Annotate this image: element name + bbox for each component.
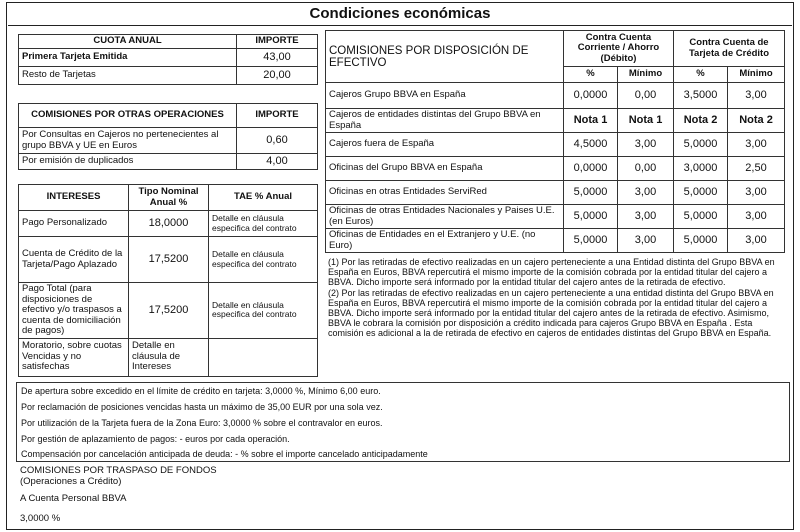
bottom-line: Por gestión de aplazamiento de pagos: - euros por cada operación.	[21, 434, 290, 444]
disposicion-cell: 2,50	[728, 157, 785, 181]
disposicion-cell: 3,00	[618, 133, 674, 157]
tae-header: TAE % Anual	[209, 185, 318, 211]
intereses-row-tipo: Detalle en cláusula de Intereses	[129, 338, 209, 376]
cuota-row-value: 43,00	[237, 49, 318, 67]
intereses-row-label: Moratorio, sobre cuotas Vencidas y no satisfechas	[19, 338, 129, 376]
otras-header: COMISIONES POR OTRAS OPERACIONES	[19, 104, 237, 128]
disposicion-cell: 3,00	[728, 133, 785, 157]
disposicion-row-label: Oficinas de otras Entidades Nacionales y Paises U.E. (en Euros)	[326, 205, 564, 229]
disposicion-cell: Nota 1	[564, 109, 618, 133]
footnote-2: (2) Por las retiradas de efectivo realizadas en un cajero perteneciente a una entidad distinta del Grupo BBVA en España en Euros, BBVA repercutirá el mismo importe de la comisión cobrada por la entidad titular del cajero a BBVA. Dicho importe será informado por la entidad titular del cajero antes de la retirada de efectivo. Asimismo, BBVA le cobrara la comisión por disposición a crédito indicada para cajeros Grupo BBVA en España . Esta comisión es adicional a la de retirada de efectivo en cajeros de entidades distintas del Grupo BBVA en España.	[328, 287, 774, 339]
disposicion-cell: 0,0000	[564, 83, 618, 109]
disposicion-cell: 5,0000	[564, 229, 618, 253]
disposicion-cell: 0,00	[618, 83, 674, 109]
otras-row-label: Por Consultas en Cajeros no pertenecientes al grupo BBVA y UE en Euros	[19, 128, 237, 154]
minimo-header: Mínimo	[618, 67, 674, 83]
traspaso-destino: A Cuenta Personal BBVA	[20, 493, 127, 504]
disposicion-cell: 5,0000	[564, 205, 618, 229]
otras-row-value: 4,00	[237, 154, 318, 170]
disposicion-cell: 5,0000	[674, 133, 728, 157]
disposicion-row-label: Oficinas de Entidades en el Extranjero y U.E. (no Euro)	[326, 229, 564, 253]
intereses-row-tipo: 17,5200	[129, 283, 209, 339]
pct-header: %	[564, 67, 618, 83]
cuota-header: CUOTA ANUAL	[19, 35, 237, 49]
otras-operaciones-table	[18, 103, 318, 170]
disposicion-cell: 3,00	[728, 181, 785, 205]
disposicion-row-label: Cajeros fuera de España	[326, 133, 564, 157]
disposicion-cell: 5,0000	[674, 229, 728, 253]
disposicion-cell: 3,00	[618, 181, 674, 205]
intereses-row-tae: Detalle en cláusula especifica del contrato	[209, 237, 318, 283]
bottom-line: Compensación por cancelación anticipada de deuda: - % sobre el importe cancelado anticipadamente	[21, 449, 428, 459]
disposicion-cell: 3,00	[728, 229, 785, 253]
intereses-table	[18, 184, 318, 377]
footnotes	[328, 257, 790, 339]
disposicion-cell: 3,0000	[674, 157, 728, 181]
disposicion-cell: 5,0000	[674, 181, 728, 205]
traspaso-subtitle: (Operaciones a Crédito)	[20, 476, 122, 487]
disposicion-cell: 3,5000	[674, 83, 728, 109]
intereses-row-tae: Detalle en cláusula especifica del contrato	[209, 283, 318, 339]
otras-importe-header: IMPORTE	[237, 104, 318, 128]
title-divider	[8, 25, 792, 26]
cuota-row-value: 20,00	[237, 67, 318, 85]
intereses-row-label: Cuenta de Crédito de la Tarjeta/Pago Aplazado	[19, 237, 129, 283]
bottom-line: Por utilización de la Tarjeta fuera de la Zona Euro: 3,0000 % sobre el contravalor en euros.	[21, 418, 383, 428]
pct-header: %	[674, 67, 728, 83]
otras-row-label: Por emisión de duplicados	[19, 154, 237, 170]
intereses-row-tae: Detalle en cláusula especifica del contrato	[209, 211, 318, 237]
disposicion-cell: 5,0000	[674, 205, 728, 229]
otras-comisiones-box	[16, 382, 790, 462]
intereses-row-tipo: 18,0000	[129, 211, 209, 237]
disposicion-cell: 0,0000	[564, 157, 618, 181]
disposicion-row-label: Oficinas del Grupo BBVA en España	[326, 157, 564, 181]
disposicion-row-label: Oficinas en otras Entidades ServiRed	[326, 181, 564, 205]
disposicion-row-label: Cajeros de entidades distintas del Grupo BBVA en España	[326, 109, 564, 133]
disposicion-cell: Nota 2	[674, 109, 728, 133]
otras-row-value: 0,60	[237, 128, 318, 154]
disposicion-cell: 3,00	[728, 83, 785, 109]
intereses-header: INTERESES	[19, 185, 129, 211]
intereses-row-label: Pago Total (para disposiciones de efectivo y/o traspasos a cuenta de domiciliación de pagos)	[19, 283, 129, 339]
tipo-nominal-header: Tipo Nominal Anual %	[129, 185, 209, 211]
disposicion-cell: Nota 1	[618, 109, 674, 133]
debito-group-header: Contra Cuenta Corriente / Ahorro (Débito)	[564, 31, 674, 67]
cuota-row-label: Resto de Tarjetas	[19, 67, 237, 85]
intereses-row-tipo: 17,5200	[129, 237, 209, 283]
disposicion-row-label: Cajeros Grupo BBVA en España	[326, 83, 564, 109]
footnote-1: (1) Por las retiradas de efectivo realizadas en un cajero perteneciente a una Entidad distinta del Grupo BBVA en España en Euros, BBVA repercutirá el mismo importe de la comisión cobrada por la entidad titular del cajero a BBVA. Dicho importe será informado por la entidad titular del cajero antes de la retirada de efectivo.	[328, 257, 775, 288]
disposicion-cell: 0,00	[618, 157, 674, 181]
traspaso-title: COMISIONES POR TRASPASO DE FONDOS	[20, 465, 217, 476]
traspaso-valor: 3,0000 %	[20, 513, 61, 524]
intereses-row-tae	[209, 338, 318, 376]
disposicion-cell: 3,00	[728, 205, 785, 229]
page-title: Condiciones económicas	[309, 5, 491, 22]
bottom-line: De apertura sobre excedido en el límite de crédito en tarjeta: 3,0000 %, Mínimo 6,00 euro.	[21, 386, 381, 396]
disposicion-cell: Nota 2	[728, 109, 785, 133]
minimo-header: Mínimo	[728, 67, 785, 83]
disposicion-header: COMISIONES POR DISPOSICIÓN DE EFECTIVO	[326, 31, 564, 83]
cuota-importe-header: IMPORTE	[237, 35, 318, 49]
cuota-row-label: Primera Tarjeta Emitida	[19, 49, 237, 67]
disposicion-cell: 3,00	[618, 205, 674, 229]
disposicion-cell: 5,0000	[564, 181, 618, 205]
credito-group-header: Contra Cuenta de Tarjeta de Crédito	[674, 31, 785, 67]
disposicion-cell: 4,5000	[564, 133, 618, 157]
bottom-line: Por reclamación de posiciones vencidas hasta un máximo de 35,00 EUR por una sola vez.	[21, 402, 383, 412]
disposicion-efectivo-table	[325, 30, 785, 253]
disposicion-cell: 3,00	[618, 229, 674, 253]
intereses-row-label: Pago Personalizado	[19, 211, 129, 237]
cuota-anual-table	[18, 34, 318, 85]
